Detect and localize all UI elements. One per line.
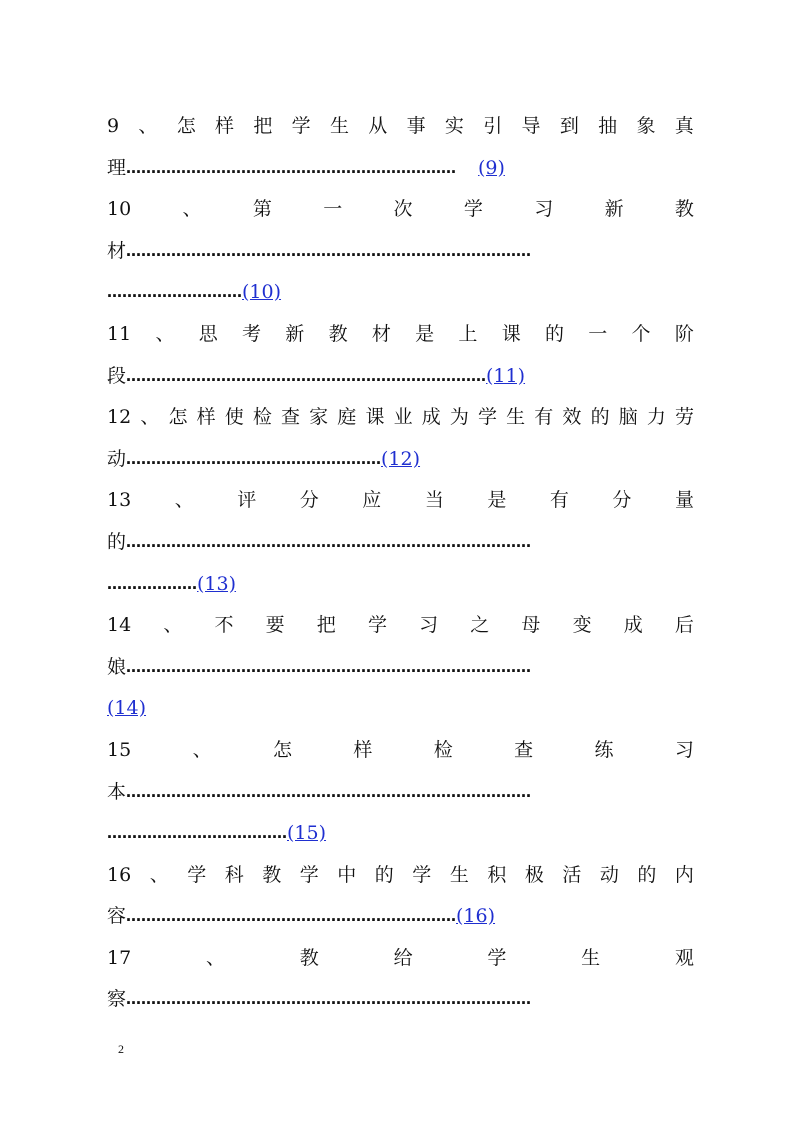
toc-entry-char: 学 <box>412 863 432 886</box>
toc-entry-char: 新 <box>604 198 624 221</box>
toc-entry-char: 象 <box>636 115 656 137</box>
toc-entry-char: 学 <box>478 406 498 429</box>
toc-entry-leader-line <box>107 522 694 564</box>
toc-entry-number: 12 <box>107 406 132 429</box>
page-number: 2 <box>118 1042 124 1056</box>
toc-entry-char: 不 <box>214 614 234 637</box>
toc-entry-char: 、 <box>155 322 175 345</box>
toc-entry-char: 教 <box>299 946 319 969</box>
toc-entry-char: 生 <box>506 406 526 429</box>
toc-entry-char: 事 <box>406 115 426 137</box>
toc-entry-leader-line <box>107 148 694 190</box>
toc-entry-title-line <box>107 106 694 148</box>
toc-entry-leader-line <box>107 439 694 481</box>
toc-entry-leader-continuation <box>107 272 694 314</box>
toc-entry-char: 成 <box>623 614 643 637</box>
toc-entry-last-char: 理 <box>107 156 127 179</box>
toc-entry-char: 教 <box>262 863 282 886</box>
toc-entry-last-char: 的 <box>107 530 127 553</box>
toc-entry-char: 把 <box>253 115 273 137</box>
toc-entry-char: 新 <box>285 322 305 345</box>
dot-leader: ……………… <box>107 574 197 593</box>
toc-entry-char: 教 <box>328 322 348 345</box>
toc-entry-char: 之 <box>470 614 490 637</box>
toc-entry-last-char: 容 <box>107 905 127 928</box>
toc-entry-leader-continuation <box>107 564 694 606</box>
toc-entry-char: 一 <box>588 322 608 345</box>
toc-entry-leader-continuation <box>107 688 694 730</box>
toc-entry-char: 习 <box>534 198 554 221</box>
toc-entry-last-char: 娘 <box>107 655 127 678</box>
toc-entry-char: 学 <box>291 115 311 137</box>
toc-entry-number: 16 <box>107 863 132 886</box>
toc-entry-char: 、 <box>140 406 160 429</box>
toc-entry-char: 检 <box>433 738 453 761</box>
toc-entry-char: 、 <box>174 489 194 512</box>
dot-leader: ……………………………………………………………………… <box>126 990 532 1009</box>
toc-page-link[interactable]: (13) <box>197 572 237 595</box>
toc-entry-char: 引 <box>483 115 503 137</box>
toc-entry-leader-line <box>107 356 694 398</box>
toc-entry-char: 力 <box>646 406 666 429</box>
toc-entry-char: 分 <box>612 489 632 512</box>
toc-entry-last-char: 动 <box>107 447 127 470</box>
toc-entry-char: 评 <box>237 489 257 512</box>
toc-entry-char: 到 <box>559 115 579 137</box>
dot-leader: ………………………………………………………… <box>126 158 457 177</box>
dot-leader: ……………………… <box>107 283 242 302</box>
toc-entry-title-line <box>107 605 694 647</box>
toc-entry-char: 抽 <box>598 115 618 137</box>
toc-entry-char: 当 <box>424 489 444 512</box>
dot-leader: ……………………………………………………………………… <box>126 532 532 551</box>
toc-entry-char: 样 <box>215 115 235 137</box>
toc-entry-title-line <box>107 397 694 439</box>
toc-entry-leader-continuation <box>107 813 694 855</box>
dot-leader: …………………………………………… <box>126 449 382 468</box>
toc-entry-char: 脑 <box>618 406 638 429</box>
toc-entry-number: 9 <box>107 115 120 137</box>
toc-entry-char: 给 <box>393 946 413 969</box>
toc-entry-number: 11 <box>107 322 132 345</box>
toc-page-link[interactable]: (9) <box>478 156 505 179</box>
toc-entry-leader-line <box>107 231 694 273</box>
toc-entry-char: 、 <box>163 614 183 637</box>
toc-entry-leader-line <box>107 896 694 938</box>
toc-entry-char: 一 <box>323 198 343 221</box>
toc-entry-char: 有 <box>534 406 554 429</box>
toc-entry-char: 怎 <box>168 406 188 429</box>
toc-entry-leader-line <box>107 772 694 814</box>
toc-entry-char: 、 <box>205 946 225 969</box>
toc-entry-number: 17 <box>107 946 132 969</box>
toc-entry-last-char: 材 <box>107 239 127 262</box>
dot-leader: ……………………………………………………………………… <box>126 657 532 676</box>
toc-page-link[interactable]: (15) <box>287 822 327 845</box>
toc-entry-char: 量 <box>674 489 694 512</box>
toc-entry-char: 样 <box>353 738 373 761</box>
toc-entry-last-char: 段 <box>107 364 127 387</box>
toc-entry-char: 要 <box>265 614 285 637</box>
toc-entry-title-line <box>107 189 694 231</box>
toc-entry-char: 个 <box>631 322 651 345</box>
toc-entry-char: 查 <box>281 406 301 429</box>
dot-leader: ……………………………… <box>107 824 287 843</box>
table-of-contents <box>107 106 694 1021</box>
toc-entry-char: 、 <box>149 863 169 886</box>
toc-entry-char: 检 <box>252 406 272 429</box>
toc-entry-char: 学 <box>187 863 207 886</box>
toc-page-link[interactable]: (11) <box>486 364 526 387</box>
toc-entry-number: 13 <box>107 489 132 512</box>
toc-entry-title-line <box>107 730 694 772</box>
toc-entry-leader-line <box>107 647 694 689</box>
toc-entry-number: 15 <box>107 738 132 761</box>
toc-entry-title-line <box>107 855 694 897</box>
toc-entry-leader-line <box>107 979 694 1021</box>
toc-entry-char: 科 <box>224 863 244 886</box>
toc-entry-char: 、 <box>138 115 158 137</box>
toc-entry-char: 考 <box>242 322 262 345</box>
toc-entry-char: 为 <box>449 406 469 429</box>
toc-entry-char: 的 <box>374 863 394 886</box>
toc-entry-char: 有 <box>549 489 569 512</box>
toc-entry-char: 教 <box>674 198 694 221</box>
toc-page-link[interactable]: (10) <box>242 281 282 304</box>
toc-entry-title-line <box>107 314 694 356</box>
toc-entry-char: 查 <box>514 738 534 761</box>
toc-entry-char: 习 <box>674 738 694 761</box>
toc-entry-char: 后 <box>674 614 694 637</box>
toc-entry-char: 是 <box>487 489 507 512</box>
toc-entry-char: 、 <box>182 198 202 221</box>
toc-entry-char: 阶 <box>674 322 694 345</box>
toc-entry-char: 观 <box>674 946 694 969</box>
toc-entry-char: 生 <box>449 863 469 886</box>
dot-leader: ………………………………………………………… <box>126 907 457 926</box>
toc-entry-char: 从 <box>368 115 388 137</box>
toc-entry-char: 的 <box>590 406 610 429</box>
toc-entry-char: 第 <box>252 198 272 221</box>
toc-entry-char: 业 <box>393 406 413 429</box>
toc-entry-char: 分 <box>299 489 319 512</box>
toc-entry-char: 效 <box>562 406 582 429</box>
toc-entry-char: 劳 <box>674 406 694 429</box>
toc-entry-char: 极 <box>524 863 544 886</box>
toc-entry-char: 、 <box>192 738 212 761</box>
toc-entry-char: 次 <box>393 198 413 221</box>
toc-entry-char: 是 <box>415 322 435 345</box>
toc-entry-char: 生 <box>329 115 349 137</box>
dot-leader: ……………………………………………………………………… <box>126 241 532 260</box>
toc-page-link[interactable]: (14) <box>107 697 147 720</box>
dot-leader: ……………………………………………………………………… <box>126 782 532 801</box>
toc-entry-char: 变 <box>572 614 592 637</box>
toc-entry-char: 的 <box>544 322 564 345</box>
toc-entry-char: 学 <box>463 198 483 221</box>
toc-entry-last-char: 察 <box>107 988 127 1011</box>
toc-entry-char: 怎 <box>176 115 196 137</box>
toc-entry-char: 样 <box>196 406 216 429</box>
toc-entry-char: 课 <box>365 406 385 429</box>
toc-entry-char: 中 <box>337 863 357 886</box>
toc-entry-char: 怎 <box>272 738 292 761</box>
toc-entry-char: 导 <box>521 115 541 137</box>
toc-entry-char: 思 <box>198 322 218 345</box>
toc-entry-title-line <box>107 938 694 980</box>
toc-entry-number: 10 <box>107 198 132 221</box>
toc-entry-char: 内 <box>674 863 694 886</box>
toc-entry-char: 积 <box>487 863 507 886</box>
toc-entry-char: 家 <box>309 406 329 429</box>
toc-entry-char: 练 <box>594 738 614 761</box>
toc-page-link[interactable]: (12) <box>381 447 421 470</box>
toc-entry-number: 14 <box>107 614 132 637</box>
toc-entry-char: 应 <box>362 489 382 512</box>
toc-entry-char: 活 <box>562 863 582 886</box>
toc-entry-char: 庭 <box>337 406 357 429</box>
toc-entry-title-line <box>107 480 694 522</box>
toc-entry-char: 实 <box>444 115 464 137</box>
toc-entry-char: 把 <box>316 614 336 637</box>
toc-entry-char: 上 <box>458 322 478 345</box>
toc-entry-char: 学 <box>487 946 507 969</box>
toc-entry-char: 成 <box>421 406 441 429</box>
toc-entry-last-char: 本 <box>107 780 127 803</box>
toc-entry-char: 生 <box>581 946 601 969</box>
toc-entry-char: 课 <box>501 322 521 345</box>
toc-entry-char: 真 <box>674 115 694 137</box>
toc-entry-char: 动 <box>599 863 619 886</box>
toc-entry-char: 学 <box>367 614 387 637</box>
toc-entry-char: 的 <box>637 863 657 886</box>
toc-entry-char: 学 <box>299 863 319 886</box>
toc-entry-char: 母 <box>521 614 541 637</box>
toc-entry-char: 习 <box>419 614 439 637</box>
toc-entry-char: 使 <box>224 406 244 429</box>
toc-entry-char: 材 <box>371 322 391 345</box>
toc-page-link[interactable]: (16) <box>456 905 496 928</box>
dot-leader: ……………………………………………………………… <box>126 366 487 385</box>
